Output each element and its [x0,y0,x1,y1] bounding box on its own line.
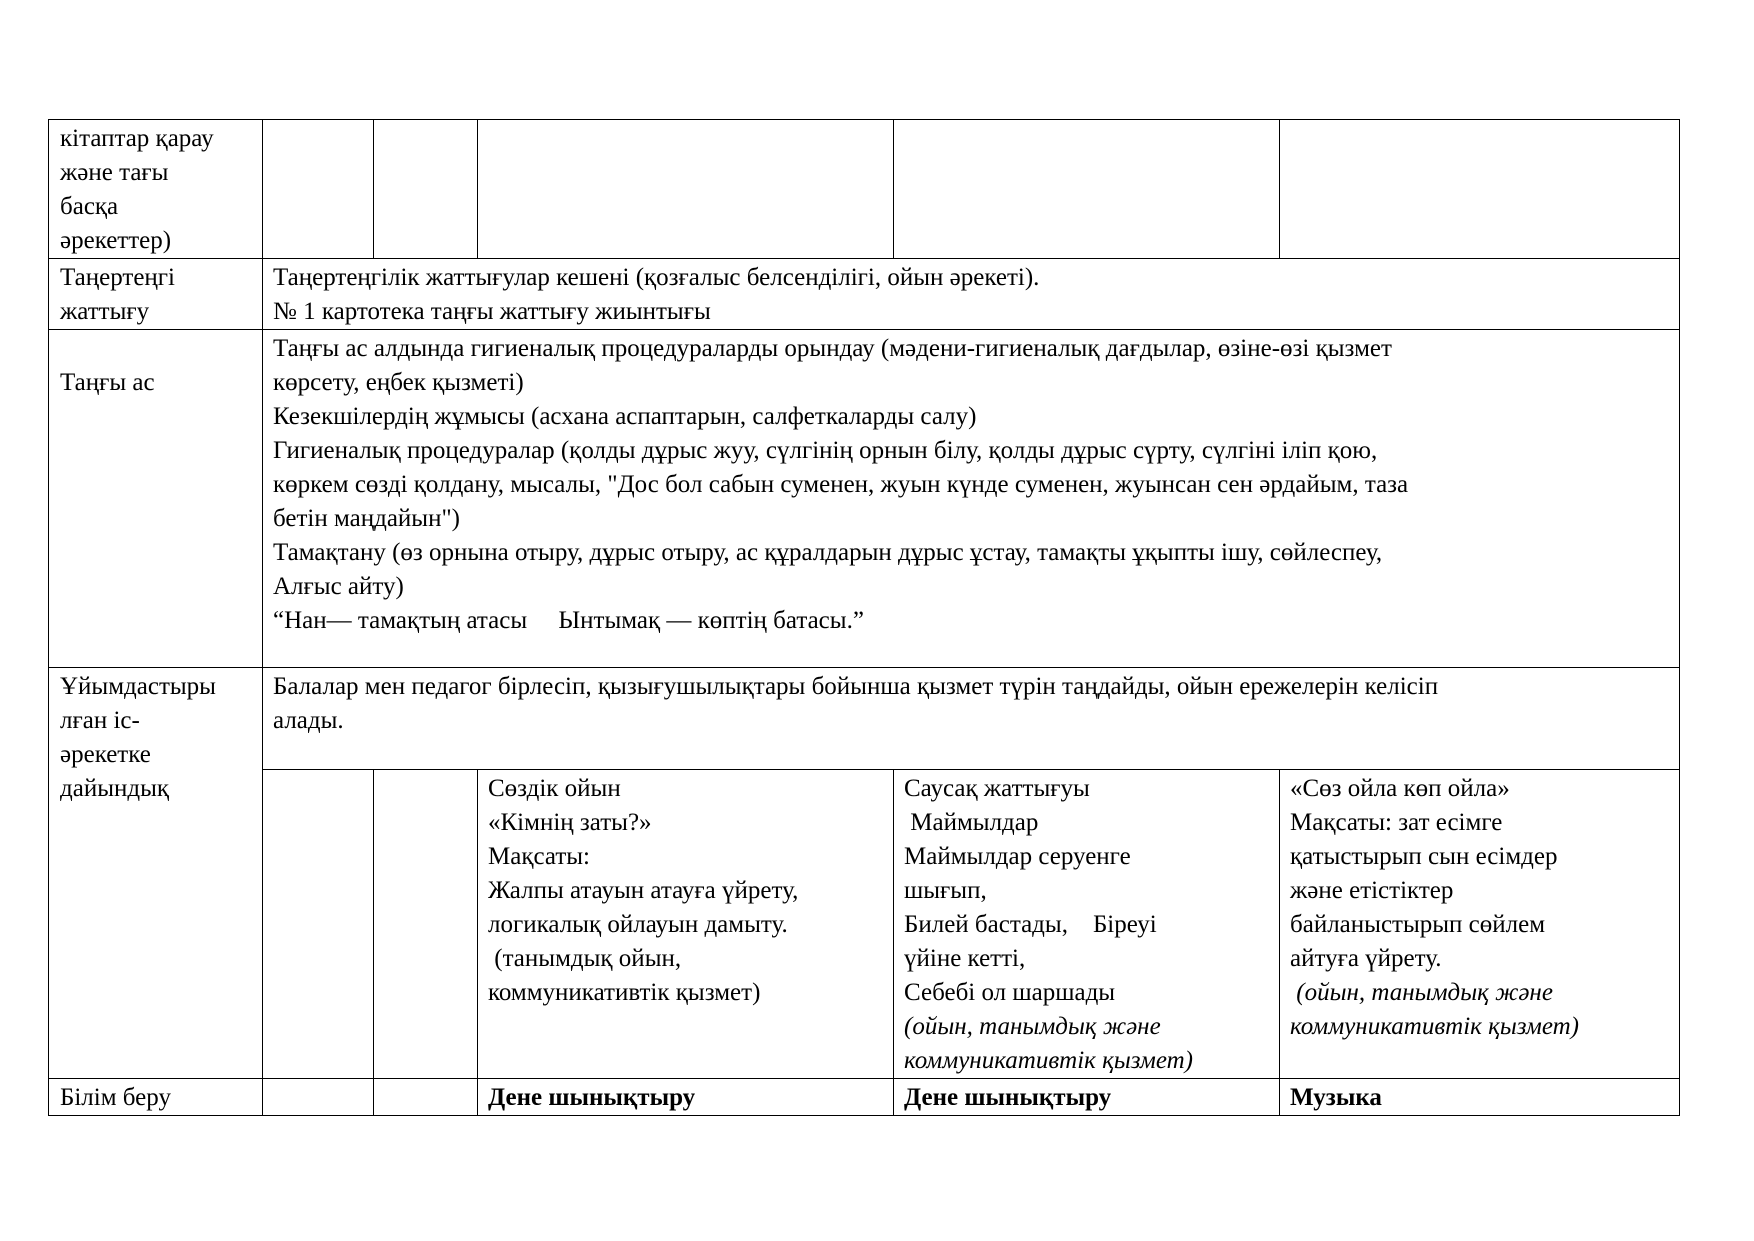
activity-line: Сөздік ойын [488,775,621,802]
activity-line: Саусақ жаттығуы [904,775,1090,802]
empty-cell [894,120,1280,259]
activity-line: Мақсаты: [488,843,590,870]
morning-exercise-content [263,259,1680,330]
row-breakfast [49,330,1680,668]
label-line: әрекеттер) [60,227,172,254]
label-line: әрекетке [60,741,151,768]
schedule-table [48,119,1680,1116]
content-line: Кезекшілердің жұмысы (асхана аспаптарын, салфеткаларды салу) [273,403,977,430]
label-line: кітаптар қарау [60,125,214,152]
activity-line: коммуникативтік қызмет) [488,979,761,1006]
subject-physical-education [894,1079,1280,1116]
label-line: Таңғы ас [60,369,155,396]
subject-title: Дене шынықтыру [904,1084,1112,1111]
activity-note-line: (ойын, танымдық және [1290,979,1553,1006]
activity-line: Жалпы атауын атауға үйрету, [488,877,799,904]
activity-line: Маймылдар [904,809,1039,836]
activity-word-game [478,770,894,1079]
row-prep [49,668,1680,770]
activity-line: Себебі ол шаршады [904,979,1116,1006]
row-label-prep [49,668,263,1079]
activity-finger-exercise [894,770,1280,1079]
activity-line: үйіне кетті, [904,945,1026,972]
activity-line: «Кімнің заты?» [488,809,652,836]
empty-cell [374,770,478,1079]
subject-music [1280,1079,1680,1116]
empty-cell [263,1079,374,1116]
activity-note-line: коммуникативтік қызмет) [1290,1013,1579,1040]
content-line: Тамақтану (өз орнына отыру, дұрыс отыру, ас құралдарын дұрыс ұстау, тамақты ұқыпты ішу, сөйлеспеу, [273,539,1383,566]
content-line: бетін маңдайын") [273,505,461,532]
row-prep-activities [49,770,1680,1079]
empty-cell [478,120,894,259]
activity-line: және етістіктер [1290,877,1454,904]
activity-line: Маймылдар серуенге [904,843,1131,870]
content-line: Гигиеналық процедуралар (қолды дұрыс жуу, сүлгінің орнын білу, қолды дұрыс сүрту, сүлгіні іліп қою, [273,437,1378,464]
proverb-line: “Нан— тамақтың атасы Ынтымақ — көптің батасы.” [273,607,864,634]
content-line: көрсету, еңбек қызметі) [273,369,524,396]
activity-line: логикалық ойлауын дамыту. [488,911,788,938]
row-books [49,120,1680,259]
empty-cell [1280,120,1680,259]
content-line: Балалар мен педагог бірлесіп, қызығушылықтары бойынша қызмет түрін таңдайды, ойын ережелерін келісіп [273,673,1439,700]
label-line: басқа [60,193,119,220]
activity-line: Билей бастады, Біреуі [904,911,1157,938]
activity-line: Мақсаты: зат есімге [1290,809,1503,836]
subject-title: Музыка [1290,1084,1382,1111]
activity-line: байланыстырып сөйлем [1290,911,1546,938]
activity-note-line: (ойын, танымдық және [904,1013,1161,1040]
activity-line: қатыстырып сын есімдер [1290,843,1558,870]
row-education [49,1079,1680,1116]
empty-cell [263,770,374,1079]
content-line: Таңертеңгілік жаттығулар кешені (қозғалыс белсенділігі, ойын әрекеті). [273,264,1040,291]
content-line: № 1 картотека таңғы жаттығу жиынтығы [273,298,711,325]
activity-line: (танымдық ойын, [488,945,682,972]
label-line: дайындық [60,775,170,802]
row-label-breakfast [49,330,263,668]
activity-line: «Сөз ойла көп ойла» [1290,775,1510,802]
activity-word-think [1280,770,1680,1079]
empty-cell [374,120,478,259]
content-line: Алғыс айту) [273,573,404,600]
label-line: Таңертеңгі [60,264,175,291]
label-line: жаттығу [60,298,150,325]
content-line: Таңғы ас алдында гигиеналық процедураларды орындау (мәдени-гигиеналық дағдылар, өзіне-өзі қызмет [273,335,1392,362]
label-line: және тағы [60,159,169,186]
row-label-education [49,1079,263,1116]
empty-cell [263,120,374,259]
row-label-books [49,120,263,259]
subject-title: Дене шынықтыру [488,1084,696,1111]
content-line: көркем сөзді қолдану, мысалы, "Дос бол сабын суменен, жуын күнде суменен, жуынсан сен әрдайым, таза [273,471,1409,498]
label-line: Ұйымдастыры [60,673,216,700]
label-line: Білім беру [60,1084,171,1111]
breakfast-content [263,330,1680,668]
row-label-morning-exercise [49,259,263,330]
activity-line: айтуға үйрету. [1290,945,1442,972]
subject-physical-education [478,1079,894,1116]
content-line: алады. [273,707,344,734]
activity-note-line: коммуникативтік қызмет) [904,1047,1193,1074]
empty-cell [374,1079,478,1116]
row-morning-exercise [49,259,1680,330]
prep-content [263,668,1680,770]
label-line: лған іс- [60,707,140,734]
activity-line: шығып, [904,877,987,904]
